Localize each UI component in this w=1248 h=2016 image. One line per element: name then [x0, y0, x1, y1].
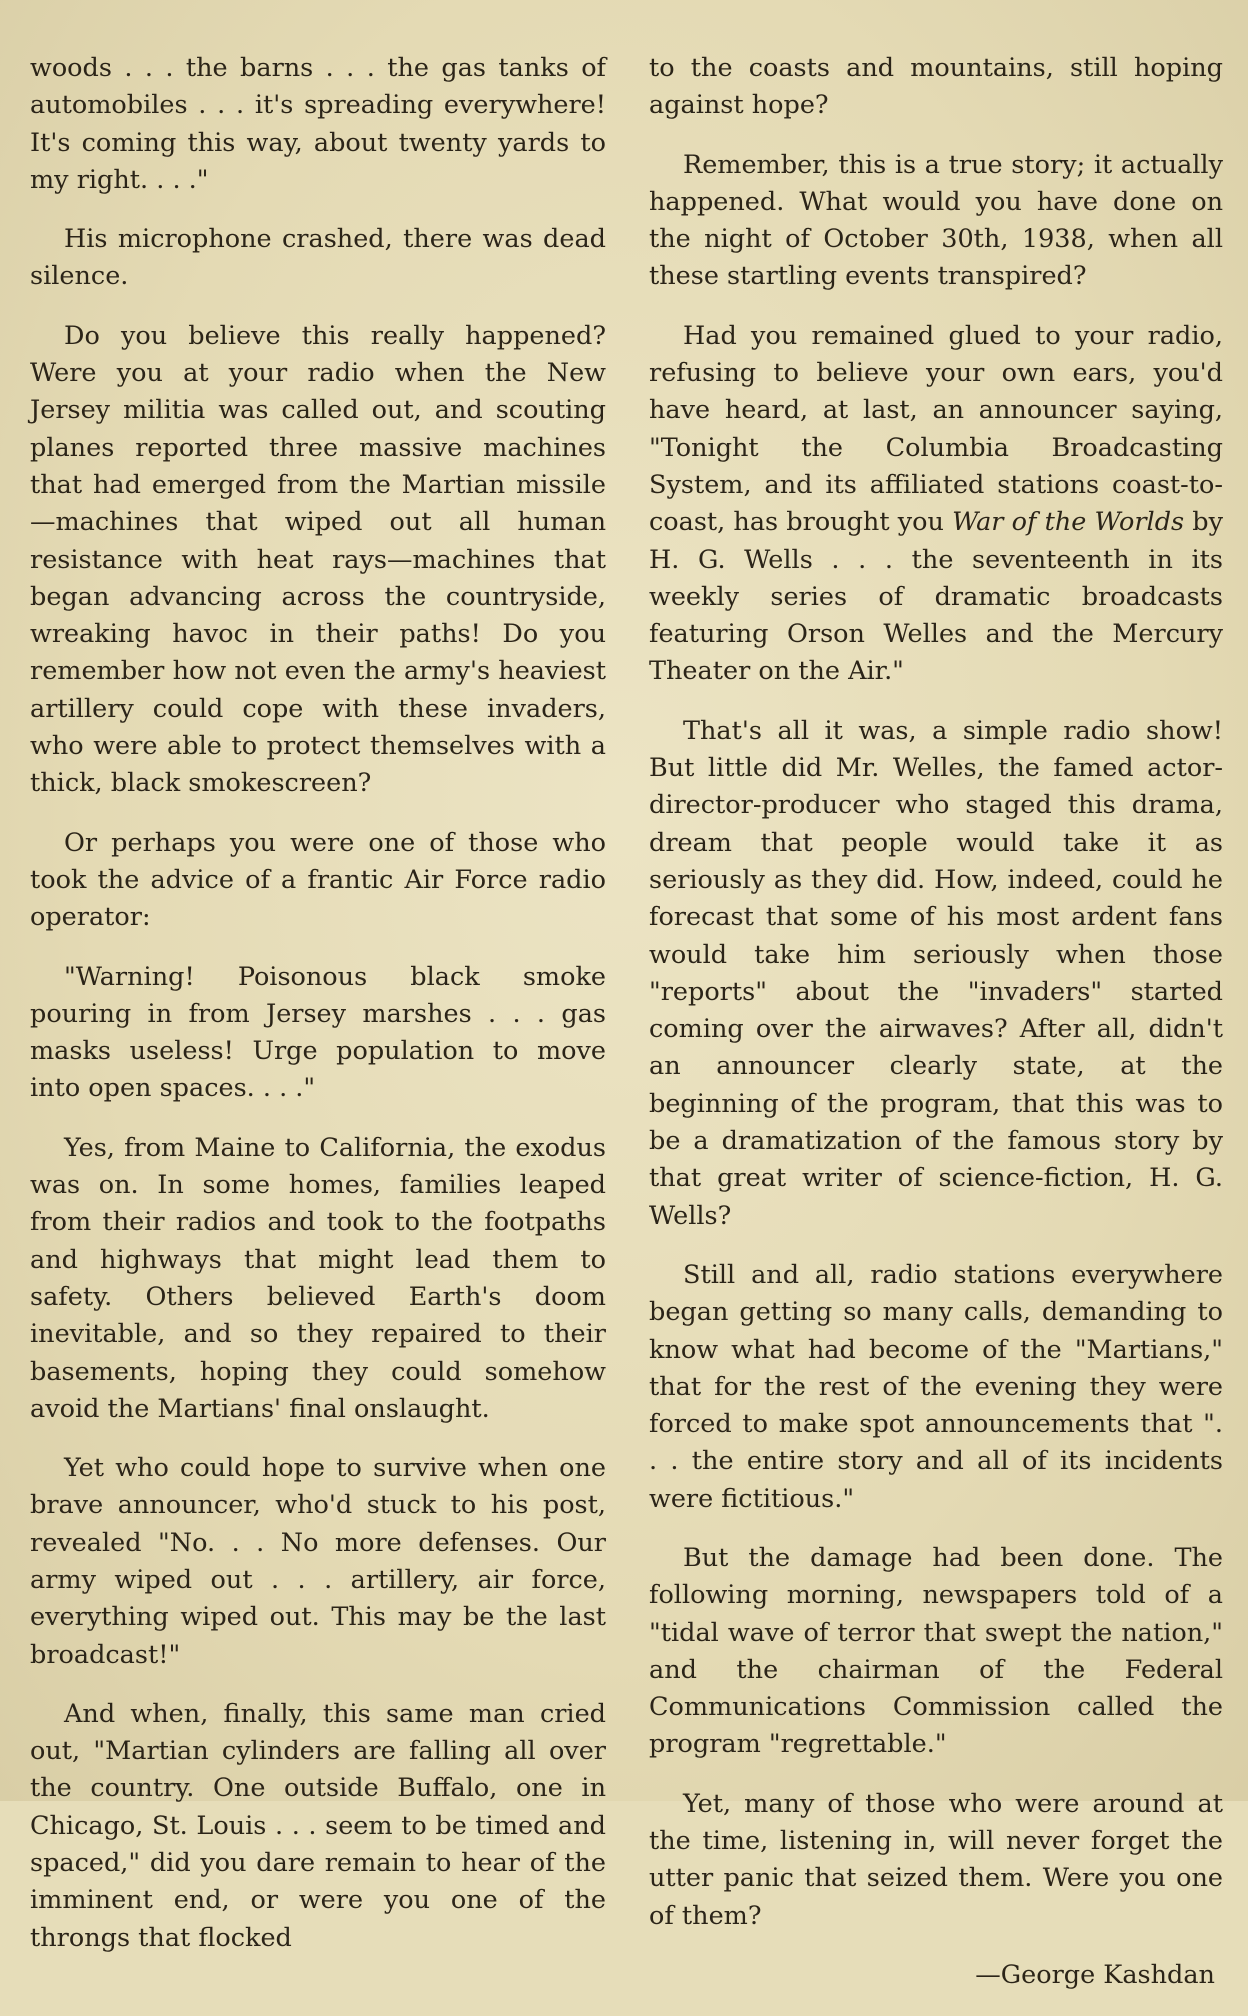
right-column	[649, 50, 1223, 2016]
left-column	[30, 50, 606, 1979]
paragraph-coasts: to the coasts and mountains, still hoping against hope?	[649, 53, 1223, 121]
paragraph-air-force: Or perhaps you were one of those who took the advice of a frantic Air Force radio operator:	[30, 827, 606, 933]
paragraph-glued	[649, 318, 1223, 691]
paragraph-cylinders: And when, finally, this same man cried out, "Martian cylinders are falling all over the country. One outside Buffalo, one in Chicago, St. Louis . . . seem to be timed and spaced," did you dare remain to hear of the imminent end, or were you one of the throngs that flocked	[30, 1698, 606, 1953]
paragraph-continued: woods . . . the barns . . . the gas tanks of automobiles . . . it's spreading everywhere! It's coming this way, about twenty yards to my right. . . ."	[30, 53, 606, 195]
paragraph-damage: But the damage had been done. The following morning, newspapers told of a "tidal wave of terror that swept the nation," and the chairman of the Federal Communications Commission called the program "regrettable."	[649, 1542, 1223, 1760]
paragraph-believe: Do you believe this really happened? Were you at your radio when the New Jersey militia was called out, and scouting planes reported three massive machines that had emerged from the Martian missile—machines that wiped out all human resistance with heat rays—machines that began advancing across the countryside, wreaking havoc in their paths! Do you remember how not even the army's heaviest artillery could cope with these invaders, who were able to protect themselves with a thick, black smokescreen?	[30, 320, 606, 799]
paragraph-warning: "Warning! Poisonous black smoke pouring in from Jersey marshes . . . gas masks useless! Urge population to move into open spaces. . . ."	[30, 961, 606, 1104]
paragraph-exodus: Yes, from Maine to California, the exodus was on. In some homes, families leaped from their radios and took to the footpaths and highways that might lead them to safety. Others believed Earth's doom inevitable, and so they repaired to their basements, hoping they could somehow avoid the Martians' final onslaught.	[30, 1132, 606, 1424]
paragraph-microphone: His microphone crashed, there was dead silence.	[30, 224, 606, 292]
paragraph-never-forget: Yet, many of those who were around at the time, listening in, will never forget the utter panic that seized them. Were you one of them?	[649, 1788, 1223, 1931]
work-title: War of the Worlds	[952, 507, 1185, 538]
paragraph-true-story: Remember, this is a true story; it actually happened. What would you have done on the night of October 30th, 1938, when all these startling events transpired?	[649, 149, 1223, 292]
author-signature: —George Kashdan	[975, 1959, 1215, 1990]
paragraph-stations: Still and all, radio stations everywhere began getting so many calls, demanding to know what had become of the "Martians," that for the rest of the evening they were forced to make spot announcements that ". . . the entire story and all of its incidents were fictitious."	[649, 1259, 1223, 1514]
paragraph-announcer: Yet who could hope to survive when one brave announcer, who'd stuck to his post, revealed "No. . . No more defenses. Our army wiped out . . . artillery, air force, everything wiped out. This may be the last broadcast!"	[30, 1453, 606, 1670]
text-before-title: Had you remained glued to your radio, refusing to believe your own ears, you'd have heard, at last, an announcer saying, "Tonight the Columbia Broadcasting System, and its affiliated stations coast-to-coast, has brought you	[649, 320, 1223, 538]
paragraph-radio-show: That's all it was, a simple radio show! But little did Mr. Welles, the famed actor-director-producer who staged this drama, dream that people would take it as seriously as they did. How, indeed, could he forecast that some of his most ardent fans would take him seriously when those "reports" about the "invaders" started coming over the airwaves? After all, didn't an announcer clearly state, at the beginning of the program, that this was to be a dramatization of the famous story by that great writer of science-fiction, H. G. Wells?	[649, 715, 1223, 1231]
text-after-title: by H. G. Wells . . . the seventeenth in its weekly series of dramatic broadcasts featuring Orson Welles and the Mercury Theater on the Air."	[649, 507, 1223, 687]
